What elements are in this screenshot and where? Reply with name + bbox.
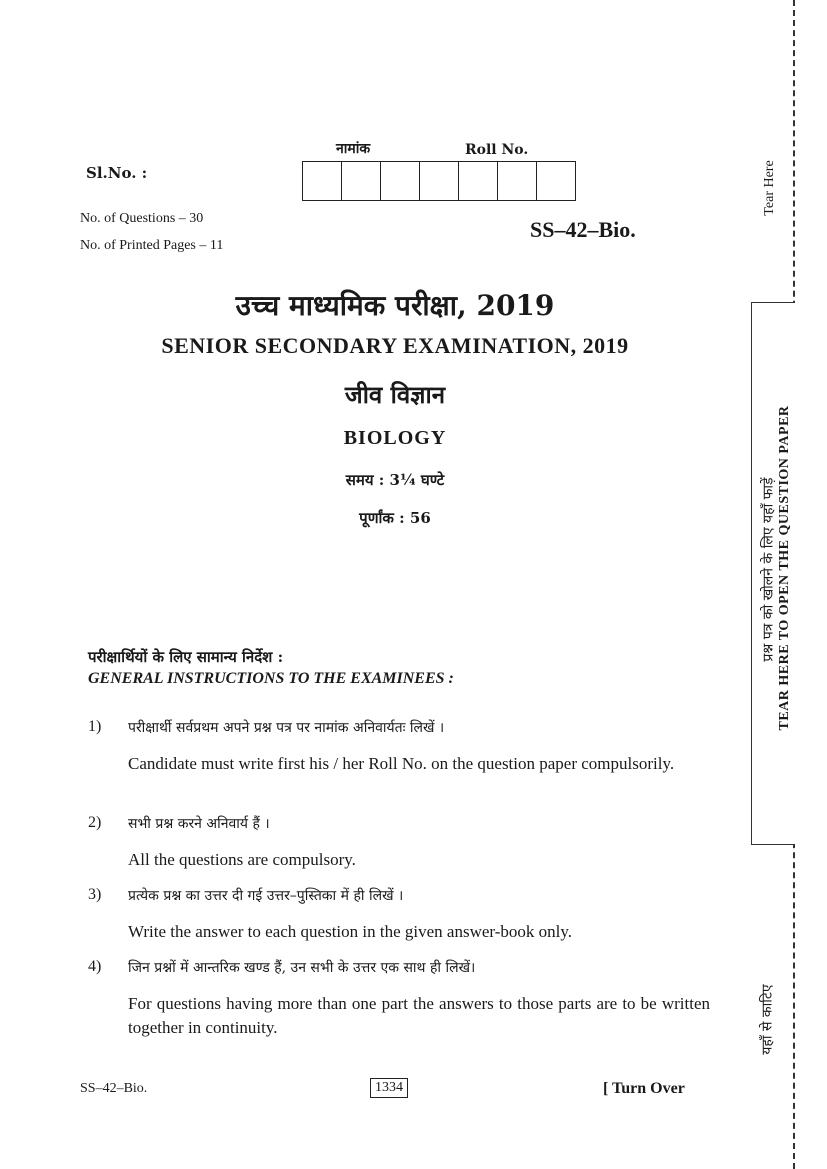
cut-here-hindi: यहाँ से काटिए [759, 984, 776, 1055]
instruction-number: 1) [88, 718, 102, 735]
tear-here-label: Tear Here [762, 160, 777, 216]
footer-page-number: 1334 [370, 1078, 408, 1098]
serial-number-label: Sl.No. : [86, 164, 148, 182]
instruction-english: For questions having more than one part the answers to those parts are to be written together in continuity. [128, 994, 710, 1037]
footer-paper-code: SS–42–Bio. [80, 1081, 148, 1096]
instruction-item [88, 958, 710, 1038]
roll-digit-box[interactable] [498, 161, 537, 201]
roll-number-boxes [302, 161, 576, 201]
subject-english: BIOLOGY [343, 427, 447, 449]
max-marks: पूर्णांक : 56 [359, 509, 431, 527]
instruction-hindi: सभी प्रश्न करने अनिवार्य हैं । [128, 816, 270, 832]
roll-digit-box[interactable] [381, 161, 420, 201]
exam-time: समय : 3¼ घण्टे [345, 471, 445, 489]
roll-digit-box[interactable] [342, 161, 381, 201]
paper-code: SS–42–Bio. [530, 217, 636, 242]
instructions-heading-english: GENERAL INSTRUCTIONS TO THE EXAMINEES : [88, 670, 454, 687]
page-count: No. of Printed Pages – 11 [80, 238, 224, 253]
tear-instruction-hindi: प्रश्न पत्र को खोलने के लिए यहाँ फाड़ें [760, 477, 777, 662]
tear-instruction-english: TEAR HERE TO OPEN THE QUESTION PAPER [777, 405, 792, 731]
roll-label-english: Roll No. [465, 142, 529, 158]
turn-over-label: [ Turn Over [603, 1080, 685, 1097]
instructions-heading-hindi: परीक्षार्थियों के लिए सामान्य निर्देश : [88, 648, 284, 666]
roll-digit-box[interactable] [302, 161, 342, 201]
roll-digit-box[interactable] [459, 161, 498, 201]
instruction-item [88, 886, 710, 942]
instruction-hindi: प्रत्येक प्रश्न का उत्तर दी गई उत्तर–पुस्तिका में ही लिखें । [128, 888, 404, 904]
instruction-number: 2) [88, 814, 102, 831]
question-count: No. of Questions – 30 [80, 211, 204, 226]
instruction-hindi: जिन प्रश्नों में आन्तरिक खण्ड हैं, उन सभी के उत्तर एक साथ ही लिखें। [128, 960, 476, 976]
instruction-hindi: परीक्षार्थी सर्वप्रथम अपने प्रश्न पत्र पर नामांक अनिवार्यतः लिखें । [128, 720, 445, 736]
exam-title-english: SENIOR SECONDARY EXAMINATION, 2019 [161, 333, 629, 358]
roll-digit-box[interactable] [420, 161, 459, 201]
instruction-number: 3) [88, 886, 102, 903]
instruction-item [88, 814, 710, 870]
instruction-item [88, 718, 710, 798]
instruction-english: Candidate must write first his / her Roll No. on the question paper compulsorily. [128, 754, 675, 773]
instruction-english: All the questions are compulsory. [128, 850, 356, 869]
roll-digit-box[interactable] [537, 161, 576, 201]
roll-label-hindi: नामांक [336, 141, 371, 157]
subject-hindi: जीव विज्ञान [344, 380, 446, 409]
instruction-english: Write the answer to each question in the given answer-book only. [128, 922, 572, 941]
instruction-number: 4) [88, 958, 102, 975]
exam-title-hindi: उच्च माध्यमिक परीक्षा, 2019 [235, 289, 555, 322]
